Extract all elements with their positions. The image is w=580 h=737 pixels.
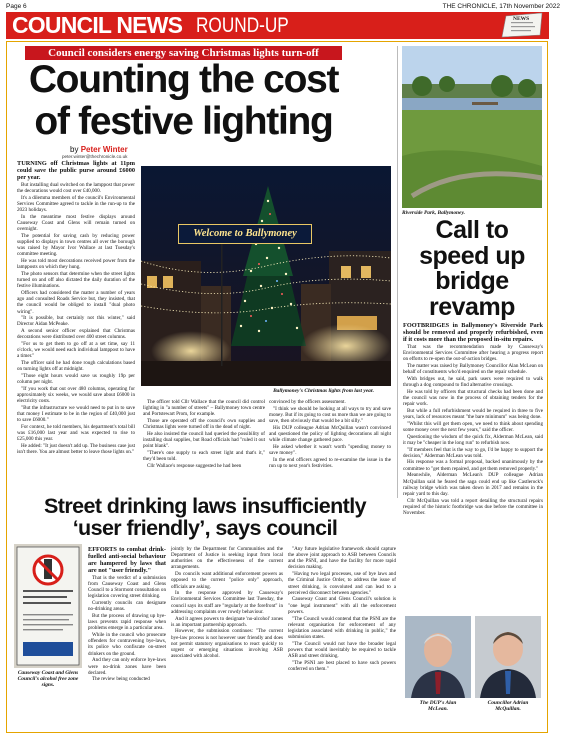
lead-paragraph: "If you work that out over 480 columns, operating for approximately six weeks, we would save about £6000 in electricity costs. — [17, 386, 135, 405]
lead-paragraph: Cllr Wallace's response suggested he had been — [147, 462, 242, 469]
christmas-lights-photo — [141, 166, 391, 386]
side-headline-line: revamp — [429, 292, 515, 321]
lights-photo-caption: Ballymoney's Christmas lights from last year. — [273, 388, 374, 394]
lead-paragraph: "I think we should be looking at all ways to try and save money. But if its going to cost us more than we are going to save, then obviously that would be a bit silly." — [269, 405, 391, 425]
lead-paragraph: The officer told Cllr Wallace that the council did control lighting in "a number of streets" – Ballymoney town centre and Portstewart Prom, for example. — [143, 399, 265, 418]
lead-paragraph: It's a dilemma members of the council's Environmental Services Committee agreed to tackle in the run-up to the 2023 holidays. — [17, 194, 135, 214]
riverside-photo-caption: Riverside Park, Ballymoney. — [402, 210, 465, 216]
lead-paragraph: "For us to get them to go off at a set time, say 11 o'clock, we would need each individual lamppost to have a timer." — [17, 341, 135, 360]
bottom-headline-2: ‘user friendly’, says council — [72, 516, 338, 540]
bottom-column-2 — [171, 546, 283, 726]
side-story-body — [403, 322, 543, 598]
lead-paragraph: The photo sensors that determine when the street lights turned on and off also dictated the daily duration of the festive illuminations. — [17, 271, 135, 290]
lead-paragraph: He asked whether it wasn't worth "spending money to save money". — [269, 443, 391, 457]
side-story-divider — [397, 46, 398, 498]
newspaper-icon — [494, 12, 549, 39]
bottom-paragraph: The review being conducted — [92, 676, 150, 683]
lead-column-3 — [269, 399, 391, 481]
side-paragraph: Meanwhile, Alderman McLean's DUP colleague Adrian McQuillan said he feared the saga could end up like Castlerock's railway bridge which was taken down in 2017 and remains in the repair yard to this day. — [403, 472, 543, 497]
byline — [70, 145, 128, 154]
bottom-paragraph: "The Council would not have the broader legal powers that would inevitably be required to tackle ASB and street drinking. — [288, 640, 396, 660]
lead-paragraph: But installing dual switched on the lamppost that power the decorations would cost over £40,000. — [17, 181, 135, 195]
lead-paragraph: convinced by the officers assessment. — [269, 399, 346, 405]
lead-paragraph: The potential for saving cash by reducing power supplied to displays in town centres all over the borough was raised by Mayor Ivor Wallace at last Tuesday's committee meeting. — [17, 232, 135, 258]
lead-column-1 — [17, 160, 135, 456]
lead-paragraph: The officer said he had done rough calculations based on turning lights off at midnight. — [17, 360, 135, 373]
bottom-paragraph: That is the verdict of a submission from Causeway Coast and Glens Council to a Stormont consultation on legislation covering street drinking. — [88, 574, 166, 600]
side-paragraph: He was told by officers that structural checks had been done and the council was now in the process of obtaining tenders for the repair work. — [403, 388, 543, 408]
side-headline — [400, 218, 544, 320]
lead-paragraph: In the meantime most festive displays around Causeway Coast and Glens will remain turned on overnight. — [17, 213, 135, 233]
bottom-column-3 — [288, 546, 396, 726]
alcohol-free-zone-sign — [14, 544, 82, 668]
lead-paragraph: Those are operated off the council's own supplies and Christmas lights were turned off in the dead of night. — [143, 418, 265, 431]
side-headline-line: speed up — [419, 241, 525, 270]
portrait-caption-line: The DUP's Alan — [419, 700, 457, 706]
lead-paragraph: He also insisted the council had queried the possibility of installing dual supplies, but Road officials had "ruled it out point blank". — [143, 430, 265, 450]
bottom-paragraph: In the response approved by Causeway's Environmental Services Committee last Tuesday, the council says its staff are "regularly at the forefront" in addressing complaints over rowdy behaviour. — [171, 590, 283, 615]
side-paragraph: With bridges out, he said, park users were required to walk through a dog compound to find alternative crossings. — [403, 375, 543, 388]
section-banner — [6, 12, 549, 39]
newspaper-icon-label: NEWS — [513, 16, 530, 22]
bottom-paragraph: jointly by the Department for Communities and the Department of Justice is seeking input from local authorities on the effectiveness of the current arrangements. — [171, 546, 283, 571]
lead-paragraph: Officers had considered the matter a number of years ago and consulted Roads Service but, they insisted, that the council would be obliged to install "dual photo wiring". — [17, 290, 135, 315]
lead-headline-2: of festive lighting — [34, 100, 333, 143]
lead-paragraph: His DUP colleague Adrian McQuillan wasn't convinced and questioned the policy of lighting decorations all night while climate change gathered pace. — [269, 424, 391, 444]
portrait-alan-mclean-image — [405, 616, 471, 698]
lead-paragraph: TURNING off Christmas lights at 11pm could save the public purse around £6000 per year. — [17, 160, 135, 182]
christmas-lights-scene — [141, 166, 391, 386]
welcome-sign-text: Welcome to Ballymoney — [193, 228, 297, 239]
alcohol-free-zone-photo — [14, 544, 82, 668]
side-paragraph: "Whilst this will get them open, we need to think about spending some money over the next few years," said the officer. — [403, 420, 543, 433]
portrait-caption-line: McLean. — [428, 706, 448, 713]
bottom-paragraph: "Any future legislative framework should capture the above joint approach to ASB between Councils and the PSNI, and have the facility for more rapid decision making. — [288, 546, 396, 571]
byline-prefix: by — [70, 145, 79, 154]
lead-paragraph: "But the infrastructure we would need to put in to save that money I estimate to be in the region of £40,000 just to save £6000." — [17, 405, 135, 424]
bottom-paragraph: However, the submission continues: "The current bye-law process is not however user friendly and does not permit statutory organisations to react quickly to urgent or emerging situations involving ASB associated with alcohol. — [171, 628, 283, 660]
side-paragraph: That was the recommendation made by Causeway's Environmental Services Committee after hearing a progress report on efforts to re-open the out-of-action bridges. — [403, 343, 543, 363]
bottom-paragraph: Do councils want additional enforcement powers as opposed to the current "police only" approach, officials are asking. — [171, 571, 283, 590]
bottom-paragraph: And it agrees powers to designate 'no-alcohol' zones is an important partnership approach. — [171, 615, 283, 628]
riverside-park-photo — [402, 46, 542, 208]
bottom-headline-1: Street drinking laws insufficiently — [44, 494, 366, 518]
lead-headline-1: Counting the cost — [28, 58, 339, 101]
side-paragraph: Cllr McQuillan was told a report detailing the structural repairs required of the historic footbridge was due before the committee in November. — [403, 497, 543, 516]
side-paragraph: But while a full refurbishment would be required in three to five years, lack of resources meant "the bare minimum" was being done. — [403, 407, 543, 420]
side-headline-line: Call to — [435, 216, 509, 244]
portrait-caption-line: McQuillan. — [495, 706, 521, 713]
lead-paragraph: A second senior officer explained that Christmas decorations were distributed over 400 street columns. — [17, 328, 135, 341]
lead-paragraph: "It is possible, but certainly not this winter," said Director Aidan McPeake. — [17, 315, 135, 328]
section-title: COUNCIL NEWS — [12, 12, 183, 38]
page-number: Page 6 — [6, 3, 27, 10]
lead-paragraph: "Those eight hours would save us roughly 19p per column per night. — [17, 373, 135, 386]
publication-date: THE CHRONICLE, 17th November 2022 — [442, 3, 560, 10]
portrait-adrian-mcquillan-image — [475, 616, 541, 698]
side-paragraph: The matter was raised by Ballymoney Councillor Alan McLean on behalf of constituents who'd enquired on the repair schedule. — [403, 362, 543, 376]
zone-photo-caption: Causeway Coast and Glens Council's alcohol free zone signs. — [17, 670, 79, 689]
byline-name: Peter Winter — [80, 145, 128, 154]
bottom-paragraph: "The Council would contend that the PSNI are the relevant organisation for enforcement of any legislation associated with drinking in public," the submission states. — [288, 615, 396, 640]
welcome-sign — [178, 224, 312, 244]
portrait-caption-mclean — [405, 700, 471, 712]
lead-column-2 — [143, 399, 265, 481]
lead-paragraph: He was told most decorations received power from the lampposts on which they hung. — [17, 258, 135, 271]
side-paragraph: "If members feel that is the way to go, I'd be happy to support the decision," Alderman McLean was told. — [403, 446, 543, 459]
bottom-paragraph: "The PSNI are best placed to have such powers conferred on them." — [288, 659, 396, 672]
byline-email: peter.winter@thechronicle.co.uk — [62, 154, 128, 159]
bottom-paragraph: And they can only enforce bye-laws were no-drink zones have been declared. — [88, 657, 166, 676]
bottom-paragraph: While in the council who prosecute offenders for contravening bye-laws, its police who confiscate on-street drinkers on the ground. — [88, 632, 166, 657]
side-headline-line: bridge — [435, 267, 509, 295]
bottom-paragraph: Currently councils can designate no-drinking areas. — [88, 600, 166, 613]
section-subtitle: ROUND-UP — [196, 14, 289, 37]
lead-paragraph: For context, he told members, his department's total bill was £16,000 last year and was expected to rise to £25,000 this year. — [17, 424, 135, 443]
bottom-paragraph: "Having two legal processes, use of bye laws and the Criminal Justice Order, to address the issue of street drinking, is convoluted and can lead to a perceived disconnect between agencies." — [288, 571, 396, 596]
portrait-caption-mcquillan — [475, 700, 541, 712]
lead-paragraph: In the end officers agreed to re-examine the issue in the run up to next year's festivities. — [269, 456, 391, 469]
portrait-caption-line: Councillor Adrian — [487, 700, 529, 706]
riverside-park-scene — [402, 46, 542, 208]
bottom-column-1 — [88, 546, 166, 726]
portrait-adrian-mcquillan — [475, 616, 541, 698]
bottom-paragraph: Causeway Coast and Glens Council's solution is "one legal instrument" with all the enforcement powers. — [288, 596, 396, 615]
portrait-alan-mclean — [405, 616, 471, 698]
lead-paragraph: He added: "It just doesn't add up. The business case just isn't there. You are almost better to leave those lights on." — [17, 443, 135, 456]
lead-paragraph: "There's one supply to each street light and that's it," they'd been told. — [143, 450, 265, 463]
side-paragraph: His response was a formal proposal, backed unanimously by the committee to "get them repaired, and get them removed properly." — [403, 459, 543, 472]
bottom-paragraph: EFFORTS to combat drink-fuelled anti-social behaviour are hampered by laws that are not "user friendly." — [88, 546, 166, 575]
side-paragraph: Questioning the wisdom of the quick fix, Alderman McLean, said it may be "cheaper in the long run" to refurbish now. — [403, 433, 543, 446]
bottom-paragraph: But the process of drawing up bye-laws prevents rapid response when problems emerge in a particular area. — [88, 613, 166, 632]
side-paragraph: FOOTBRIDGES in Ballymoney's Riverside Park should be removed and properly refurbished, even if it costs more than the proposed in-situ repairs. — [403, 322, 543, 344]
lead-kicker-text: Council considers energy saving Christmas lights turn-off — [48, 47, 319, 59]
